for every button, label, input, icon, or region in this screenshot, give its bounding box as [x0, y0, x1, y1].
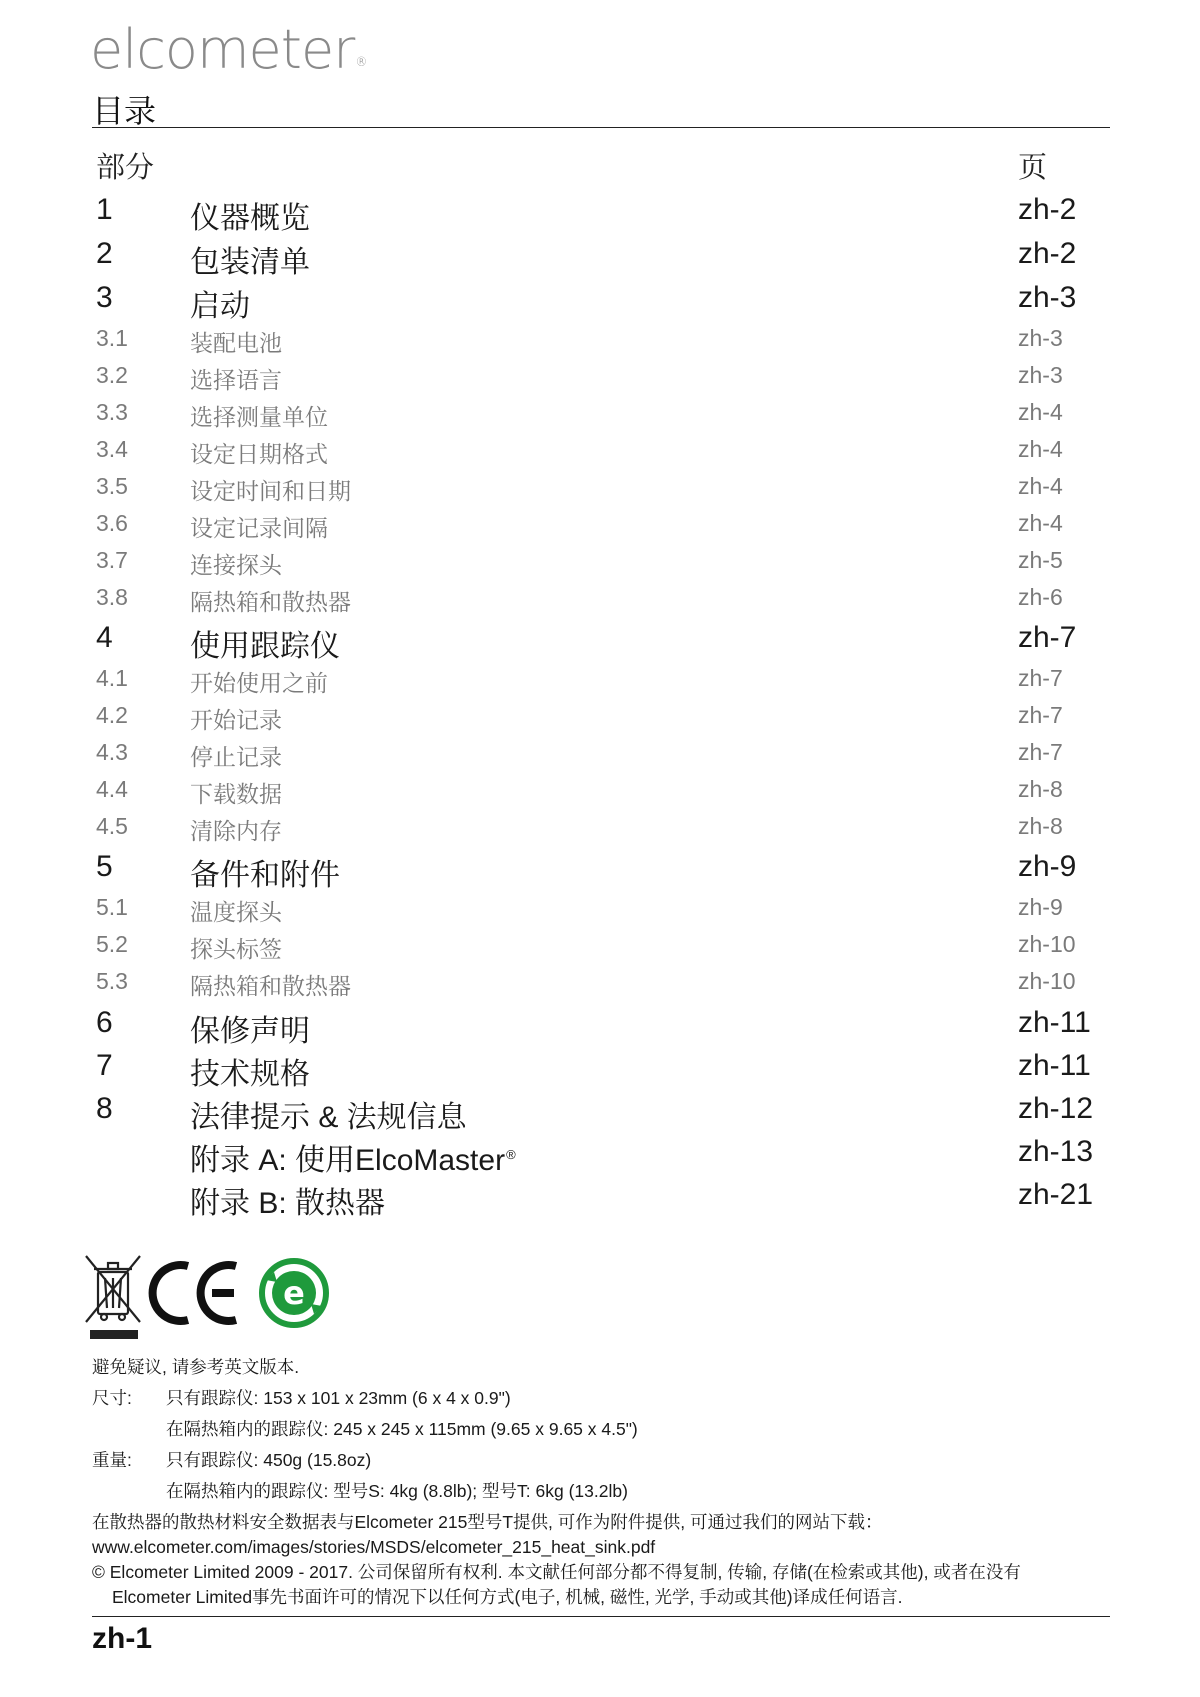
toc-entry-number: 8 — [96, 1092, 113, 1125]
toc-entry-number: 3.7 — [96, 547, 128, 573]
elcometer-logo — [90, 18, 366, 81]
toc-entry-page: zh-3 — [1018, 281, 1077, 314]
toc-entry-number: 3.2 — [96, 362, 128, 388]
toc-entry-title — [190, 968, 351, 1001]
ce-mark-icon — [153, 1265, 236, 1321]
registered-mark: ® — [506, 1147, 516, 1162]
toc-entry-title-text: 包装清单 — [190, 246, 310, 279]
toc-entry-page: zh-11 — [1018, 1049, 1091, 1082]
toc-entry-title — [190, 362, 282, 395]
toc-entry-page: zh-6 — [1018, 584, 1063, 610]
toc-entry-number: 4.1 — [96, 665, 128, 691]
toc-entry-title — [190, 776, 282, 809]
toc-entry-page: zh-4 — [1018, 473, 1063, 499]
toc-entry-title — [190, 739, 282, 772]
dimensions-label: 尺寸: — [92, 1388, 132, 1408]
toc-entry-number: 3.4 — [96, 436, 128, 462]
toc-entry-title-text: 下载数据 — [190, 781, 282, 807]
toc-entry-title-text: 启动 — [190, 290, 250, 323]
weee-bin-icon — [86, 1256, 140, 1339]
toc-entry-title — [190, 894, 282, 927]
toc-entry-title — [190, 584, 351, 617]
toc-entry-title — [190, 325, 282, 358]
header-rule — [92, 127, 1110, 128]
toc-entry-title — [190, 1006, 310, 1050]
toc-entry-title — [190, 473, 351, 506]
toc-entry-title-text: 选择测量单位 — [190, 404, 328, 430]
toc-entry-title — [190, 237, 310, 281]
toc-entry-number: 4.3 — [96, 739, 128, 765]
rohs-e-letter: e — [283, 1274, 305, 1312]
toc-entry-title — [190, 813, 282, 846]
toc-entry-title — [190, 547, 282, 580]
toc-entry-number: 5.2 — [96, 931, 128, 957]
toc-entry-title-text: 保修声明 — [190, 1015, 310, 1048]
toc-entry-title-text: 停止记录 — [190, 744, 282, 770]
toc-entry-page: zh-9 — [1018, 894, 1063, 920]
toc-entry-page: zh-2 — [1018, 193, 1077, 226]
toc-entry-title — [190, 621, 340, 665]
toc-entry-title-text: 使用跟踪仪 — [190, 630, 340, 663]
logo-reg-mark: ® — [355, 55, 367, 69]
toc-entry-number: 3.1 — [96, 325, 128, 351]
toc-entry-page: zh-8 — [1018, 776, 1063, 802]
toc-entry-title-text: 附录 A: 使用ElcoMaster — [190, 1144, 506, 1177]
toc-entry-number: 4 — [96, 621, 113, 654]
toc-entry-title — [190, 702, 282, 735]
toc-entry-title-text: 法律提示 & 法规信息 — [190, 1101, 467, 1134]
toc-entry-page: zh-3 — [1018, 325, 1063, 351]
toc-entry-page: zh-7 — [1018, 621, 1077, 654]
toc-entry-title-text: 备件和附件 — [190, 859, 340, 892]
toc-entry-page: zh-10 — [1018, 931, 1076, 957]
toc-entry-page: zh-7 — [1018, 702, 1063, 728]
toc-entry-page: zh-13 — [1018, 1135, 1094, 1168]
toc-entry-number: 4.2 — [96, 702, 128, 728]
toc-entry-title — [190, 399, 328, 432]
toc-entry-title — [190, 281, 250, 325]
toc-entry-title-text: 开始使用之前 — [190, 670, 328, 696]
toc-entry-title — [190, 1092, 467, 1136]
toc-entry-title — [190, 665, 328, 698]
toc-entry-page: zh-12 — [1018, 1092, 1094, 1125]
toc-entry-number: 3.5 — [96, 473, 128, 499]
toc-entry-title-text: 技术规格 — [190, 1058, 310, 1091]
toc-entry-title — [190, 1135, 516, 1179]
msds-line-1: 在散热器的散热材料安全数据表与Elcometer 215型号T提供, 可作为附件提供, 可通过我们的网站下载： — [92, 1512, 883, 1532]
toc-header-section: 部分 — [96, 152, 155, 184]
toc-entry-title-text: 探头标签 — [190, 936, 282, 962]
toc-header-page: 页 — [1018, 152, 1048, 184]
toc-entry-page: zh-7 — [1018, 739, 1063, 765]
toc-entry-page: zh-8 — [1018, 813, 1063, 839]
page-title: 目录 — [92, 93, 157, 129]
toc-entry-title — [190, 1049, 310, 1093]
toc-entry-page: zh-2 — [1018, 237, 1077, 270]
toc-entry-title-text: 附录 B: 散热器 — [190, 1187, 386, 1220]
toc-entry-number: 6 — [96, 1006, 113, 1039]
toc-entry-title — [190, 436, 328, 469]
msds-url[interactable]: www.elcometer.com/images/stories/MSDS/elcometer_215_heat_sink.pdf — [92, 1537, 656, 1557]
rohs-e-icon — [262, 1261, 326, 1325]
toc-entry-title-text: 设定时间和日期 — [190, 478, 351, 504]
toc-entry-title — [190, 931, 282, 964]
toc-entry-page: zh-9 — [1018, 850, 1077, 883]
toc-entry-title — [190, 193, 310, 237]
toc-entry-title — [190, 850, 340, 894]
toc-entry-title — [190, 510, 328, 543]
weight-value-1: 只有跟踪仪: 450g (15.8oz) — [166, 1450, 372, 1470]
toc-entry-page: zh-5 — [1018, 547, 1063, 573]
toc-entry-title-text: 设定记录间隔 — [190, 515, 328, 541]
toc-entry-title-text: 隔热箱和散热器 — [190, 589, 351, 615]
toc-entry-title-text: 清除内存 — [190, 818, 282, 844]
dimensions-value-2: 在隔热箱内的跟踪仪: 245 x 245 x 115mm (9.65 x 9.65 x 4.5") — [166, 1419, 638, 1439]
toc-entry-page: zh-4 — [1018, 399, 1063, 425]
weight-label: 重量: — [92, 1450, 132, 1470]
logo-text: elcometer — [90, 18, 355, 81]
toc-entry-number: 3.8 — [96, 584, 128, 610]
toc-entry-number: 3.6 — [96, 510, 128, 536]
toc-entry-title-text: 装配电池 — [190, 330, 282, 356]
toc-entry-number: 7 — [96, 1049, 113, 1082]
toc-entry-title-text: 开始记录 — [190, 707, 282, 733]
copyright-line-1: © Elcometer Limited 2009 - 2017. 公司保留所有权利. 本文献任何部分都不得复制, 传输, 存储(在检索或其他), 或者在没有 — [92, 1562, 1021, 1582]
toc-entry-page: zh-4 — [1018, 436, 1063, 462]
toc-entry-page: zh-10 — [1018, 968, 1076, 994]
toc-entry-number: 5.1 — [96, 894, 128, 920]
toc-entry-number: 5 — [96, 850, 113, 883]
toc-entry-page: zh-7 — [1018, 665, 1063, 691]
toc-entry-title — [190, 1178, 385, 1222]
disclaimer-text: 避免疑议, 请参考英文版本. — [92, 1357, 300, 1377]
toc-entry-number: 1 — [96, 193, 113, 226]
toc-entry-title-text: 仪器概览 — [190, 202, 310, 235]
page-number: zh-1 — [92, 1622, 152, 1655]
dimensions-value-1: 只有跟踪仪: 153 x 101 x 23mm (6 x 4 x 0.9") — [166, 1388, 511, 1408]
toc-entry-title-text: 选择语言 — [190, 367, 282, 393]
weight-value-2: 在隔热箱内的跟踪仪: 型号S: 4kg (8.8lb); 型号T: 6kg (13.2lb) — [166, 1481, 628, 1501]
toc-entry-number: 3 — [96, 281, 113, 314]
toc-entry-page: zh-3 — [1018, 362, 1063, 388]
toc-entry-title-text: 温度探头 — [190, 899, 282, 925]
compliance-symbols — [84, 1250, 344, 1340]
footer-rule — [92, 1616, 1110, 1617]
toc-entry-number: 5.3 — [96, 968, 128, 994]
toc-entry-number: 2 — [96, 237, 113, 270]
toc-entry-page: zh-11 — [1018, 1006, 1091, 1039]
toc-entry-title-text: 连接探头 — [190, 552, 282, 578]
toc-entry-number: 4.4 — [96, 776, 128, 802]
copyright-line-2: Elcometer Limited事先书面许可的情况下以任何方式(电子, 机械, 磁性, 光学, 手动或其他)译成任何语言. — [112, 1587, 903, 1607]
toc-entry-number: 4.5 — [96, 813, 128, 839]
toc-entry-number: 3.3 — [96, 399, 128, 425]
toc-entry-page: zh-21 — [1018, 1178, 1094, 1211]
toc-entry-title-text: 设定日期格式 — [190, 441, 328, 467]
toc-entry-title-text: 隔热箱和散热器 — [190, 973, 351, 999]
compliance-icons — [84, 1250, 344, 1340]
toc-entry-page: zh-4 — [1018, 510, 1063, 536]
